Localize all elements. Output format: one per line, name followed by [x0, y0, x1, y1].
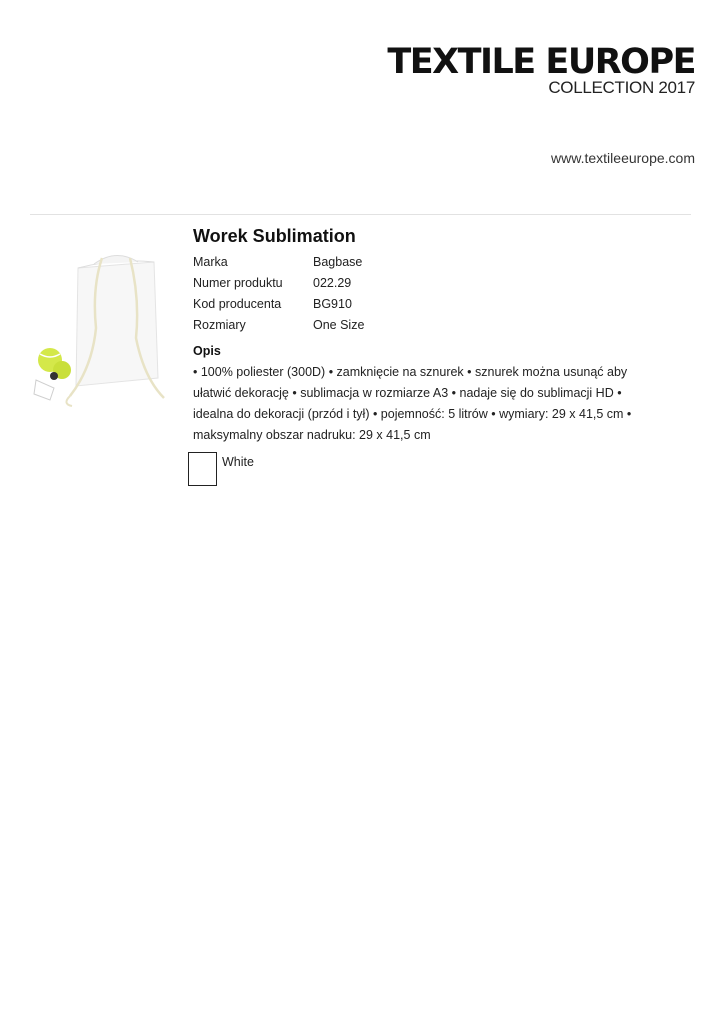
spec-value: Bagbase: [313, 255, 363, 269]
description-text: • 100% poliester (300D) • zamknięcie na sznurek • sznurek można usunąć aby ułatwić dekorację • sublimacja w rozmiarze A3 • nadaje się do sublimacji HD • idealna do dekoracji (przód i tył) • pojemność: 5 litrów • wymiary: 29 x 41,5 cm • maksymalny obszar nadruku: 29 x 41,5 cm: [193, 365, 632, 442]
spec-value: One Size: [313, 318, 365, 332]
spec-label: Numer produktu: [193, 276, 283, 290]
brand-title: TEXTILE EUROPE: [387, 42, 695, 82]
color-swatch-label: White: [222, 455, 254, 469]
spec-label: Rozmiary: [193, 318, 246, 332]
spec-label: Marka: [193, 255, 228, 269]
product-title: Worek Sublimation: [193, 226, 356, 246]
color-swatch-white[interactable]: [188, 452, 217, 486]
brand-subtitle: COLLECTION 2017: [548, 78, 695, 97]
spec-value: BG910: [313, 297, 352, 311]
product-specs: [193, 252, 493, 336]
product-image: [32, 228, 176, 433]
spec-row-manufacturer-code: [193, 294, 493, 315]
spec-row-sizes: [193, 315, 493, 336]
spec-value: 022.29: [313, 276, 352, 290]
drawstring-bag-illustration: [32, 228, 176, 433]
description-heading: Opis: [193, 344, 221, 358]
website-link[interactable]: www.textileeurope.com: [551, 150, 695, 166]
spec-row-product-number: [193, 273, 493, 294]
spec-row-brand: [193, 252, 493, 273]
spec-label: Kod producenta: [193, 297, 282, 311]
header-divider: [30, 214, 691, 215]
